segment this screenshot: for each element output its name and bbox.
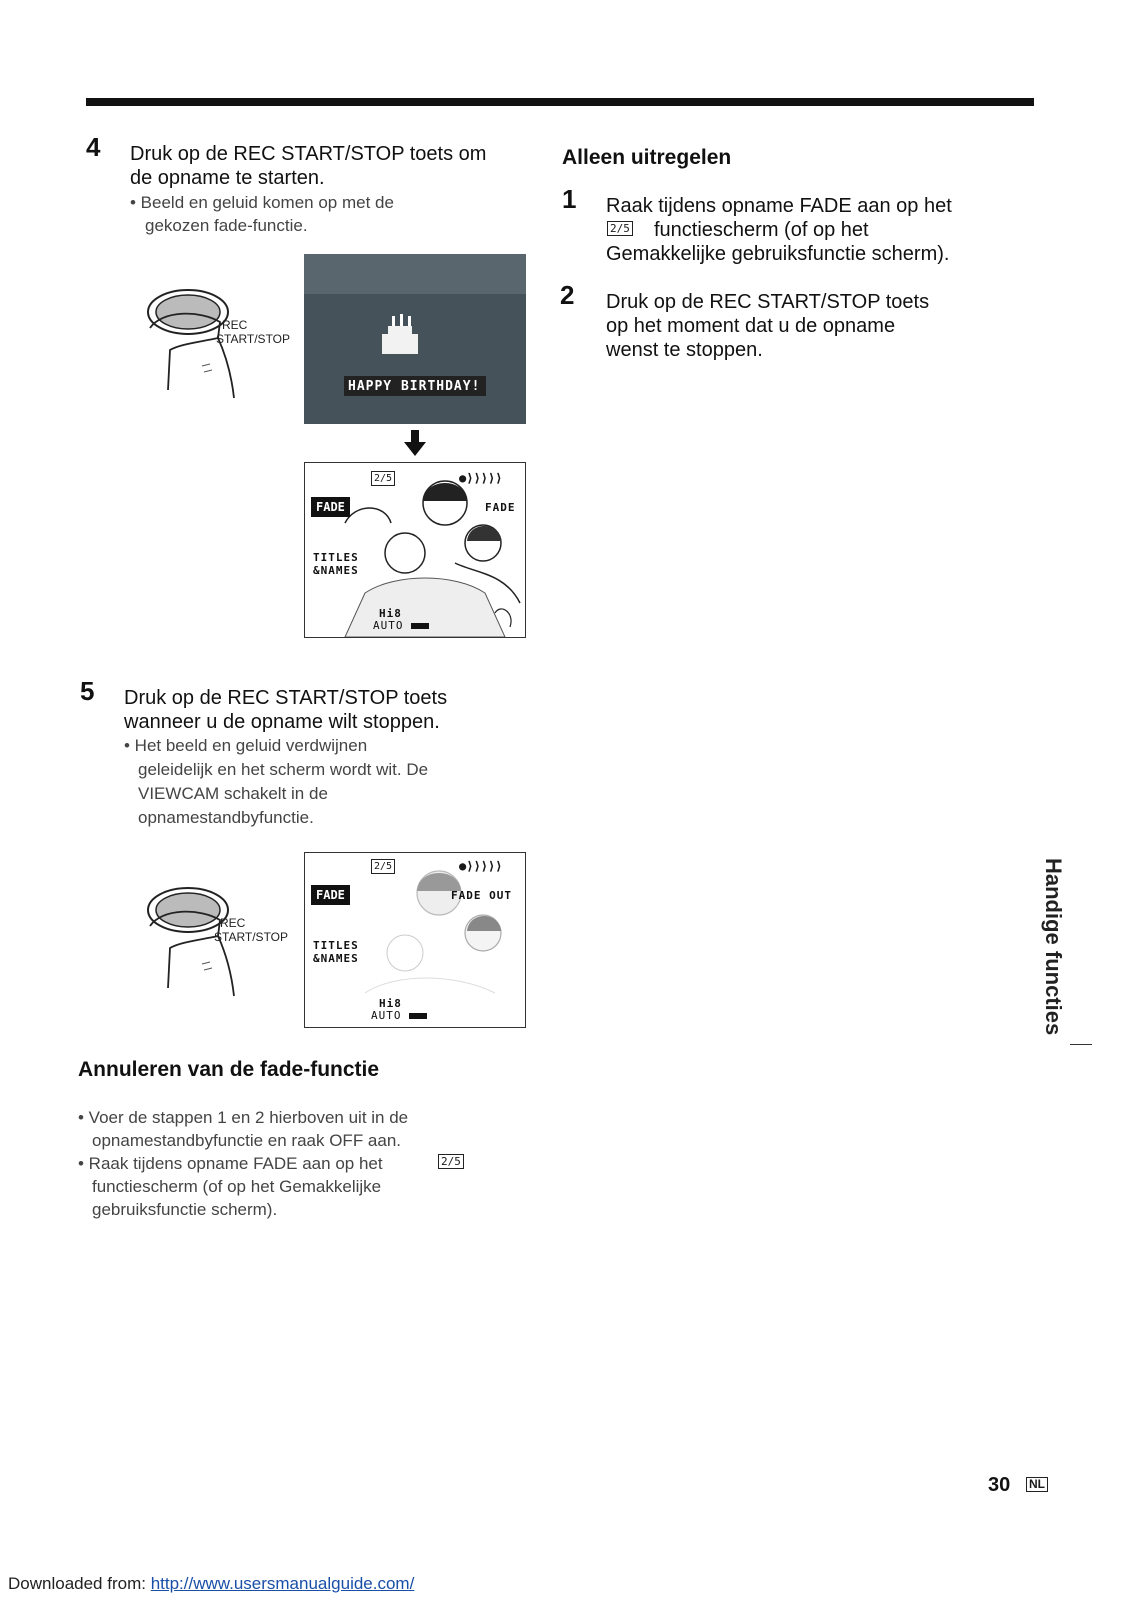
cancel-bullet2-line1: • Raak tijdens opname FADE aan op het <box>78 1154 383 1173</box>
fadeout-page-badge: 2/5 <box>607 221 633 236</box>
fade-out-status: FADE OUT <box>451 889 512 902</box>
titles-button-line2[interactable]: &NAMES <box>313 564 359 577</box>
cancel-bullet2-line3: gebruiksfunctie scherm). <box>92 1200 278 1219</box>
cancel-heading: Annuleren van de fade-functie <box>78 1058 380 1081</box>
fade-status: FADE <box>485 501 516 514</box>
page-number: 30 <box>988 1474 1011 1496</box>
fadeout-step2-line2: op het moment dat u de opname <box>606 315 896 337</box>
footer-link[interactable]: http://www.usersmanualguide.com/ <box>150 1574 415 1593</box>
top-rule <box>86 98 1034 106</box>
button-label-rec-2: REC <box>220 916 246 930</box>
step-5-number: 5 <box>80 676 95 706</box>
fadeout-step1-number: 1 <box>562 184 577 214</box>
step-4-number: 4 <box>86 132 101 162</box>
side-tab-label: Handige functies <box>1041 858 1066 1036</box>
viewcam-screen-fade-out <box>304 852 526 1028</box>
button-label-start-stop-2: START/STOP <box>214 930 289 944</box>
fadeout-step1-line3: Gemakkelijke gebruiksfunctie scherm). <box>606 243 950 265</box>
step-4-bullet-line2: gekozen fade-functie. <box>145 216 308 235</box>
step-5-bullet-line2: geleidelijk en het scherm wordt wit. De <box>138 760 429 779</box>
language-badge: NL <box>1026 1477 1048 1492</box>
fadeout-step2-line1: Druk op de REC START/STOP toets <box>606 291 930 313</box>
cancel-bullet1-line2: opnamestandbyfunctie en raak OFF aan. <box>92 1131 402 1150</box>
button-label-start-stop: START/STOP <box>216 332 291 346</box>
step-5-text-line1: Druk op de REC START/STOP toets <box>124 687 448 709</box>
footer-prefix: Downloaded from: <box>8 1574 151 1593</box>
auto-indicator: AUTO <box>373 619 404 632</box>
titles-button-line1[interactable]: TITLES <box>313 551 359 564</box>
step-4-bullet-line1: • Beeld en geluid komen op met de <box>130 193 394 212</box>
step-5-bullet-line3: VIEWCAM schakelt in de <box>138 784 328 803</box>
recording-indicator: ●⟩⟩⟩⟩⟩ <box>459 471 503 485</box>
birthday-cake-icon <box>304 254 526 424</box>
viewcam-screen-fade <box>304 462 526 638</box>
fadeout-step1-line1: Raak tijdens opname FADE aan op het <box>606 195 952 217</box>
birthday-photo <box>304 254 526 424</box>
titles-button-2-line1[interactable]: TITLES <box>313 939 359 952</box>
titles-button-2-line2[interactable]: &NAMES <box>313 952 359 965</box>
cancel-bullet1-line1: • Voer de stappen 1 en 2 hierboven uit in de <box>78 1108 409 1127</box>
page-indicator-badge: 2/5 <box>371 471 395 486</box>
arrow-down-icon <box>404 430 426 458</box>
download-footer <box>8 1574 414 1594</box>
recording-indicator-2: ●⟩⟩⟩⟩⟩ <box>459 859 503 873</box>
step-5-bullet-line4: opnamestandbyfunctie. <box>138 808 314 827</box>
auto-indicator-2: AUTO <box>371 1009 402 1022</box>
fadeout-step2-number: 2 <box>560 280 575 310</box>
battery-icon-2 <box>409 1013 427 1019</box>
cancel-bullet2-line2: functiescherm (of op het Gemakkelijke <box>92 1177 382 1196</box>
step-4-text-line1: Druk op de REC START/STOP toets om <box>130 143 487 165</box>
birthday-caption: HAPPY BIRTHDAY! <box>348 379 481 394</box>
side-tab-rule <box>1070 1044 1092 1045</box>
cancel-page-badge: 2/5 <box>438 1154 464 1169</box>
fadeout-step1-line2: functiescherm (of op het <box>654 219 869 241</box>
step-4-text-line2: de opname te starten. <box>130 167 325 189</box>
button-label-rec: REC <box>222 318 248 332</box>
fade-button[interactable]: FADE <box>311 497 350 517</box>
step-5-bullet-line1: • Het beeld en geluid verdwijnen <box>124 736 368 755</box>
battery-icon <box>411 623 429 629</box>
children-drawing-icon <box>305 463 525 637</box>
hi8-indicator-2: Hi8 <box>379 997 402 1010</box>
hi8-indicator: Hi8 <box>379 607 402 620</box>
fadeout-heading: Alleen uitregelen <box>562 146 732 169</box>
page-indicator-badge-2: 2/5 <box>371 859 395 874</box>
fadeout-step2-line3: wenst te stoppen. <box>606 339 763 361</box>
step-5-text-line2: wanneer u de opname wilt stoppen. <box>124 711 440 733</box>
fade-button-2[interactable]: FADE <box>311 885 350 905</box>
